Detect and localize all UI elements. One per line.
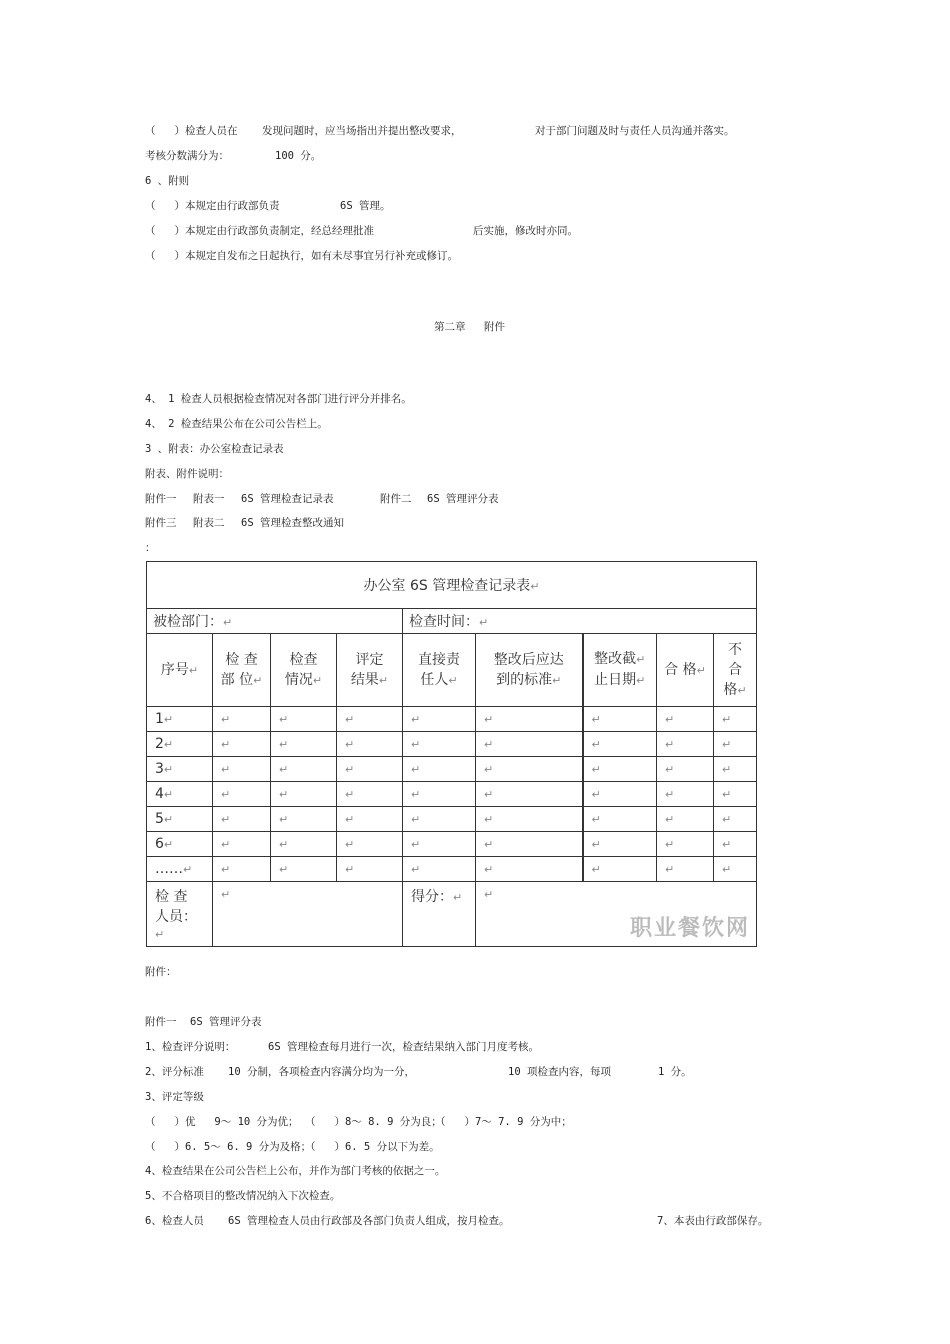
empty-cell: ↵ [657, 757, 714, 782]
empty-cell: ↵ [714, 707, 757, 732]
empty-cell: ↵ [213, 832, 271, 857]
empty-cell: ↵ [337, 807, 403, 832]
table-header-row [147, 634, 757, 707]
inspector-value-cell: ↵ [213, 882, 403, 947]
empty-cell: ↵ [213, 782, 271, 807]
text-line: （ ）6. 5 分以下为差。 [305, 1141, 440, 1153]
row-number-cell: ……↵ [147, 857, 213, 882]
empty-cell: ↵ [403, 732, 476, 757]
watermark: 职业餐饮网 [630, 916, 751, 941]
empty-cell: ↵ [271, 707, 337, 732]
text-line: ： [145, 542, 156, 554]
text-line: 3、评定等级 [145, 1091, 204, 1103]
empty-cell: ↵ [403, 857, 476, 882]
text-line: 附表二 [193, 517, 225, 529]
empty-cell: ↵ [714, 857, 757, 882]
text-line: 6S 管理检查每月进行一次，检查结果纳入部门月度考核。 [268, 1041, 539, 1053]
text-line: 附件三 [145, 517, 177, 529]
empty-cell: ↵ [403, 782, 476, 807]
row-number-cell: 2↵ [147, 732, 213, 757]
text-line: （ ）优 9～ 10 分为优； [145, 1116, 299, 1128]
text-line: 6S 管理检查人员由行政部及各部门负责人组成，按月检查。 [228, 1215, 510, 1227]
text-line: 5、不合格项目的整改情况纳入下次检查。 [145, 1190, 341, 1202]
header-cell: 检查 情况↵ [271, 634, 337, 707]
section-heading: 附件 [484, 321, 505, 333]
text-line: 附件一 [145, 1016, 177, 1028]
text-line: 4、检查结果在公司公告栏上公布，并作为部门考核的依据之一。 [145, 1165, 446, 1177]
empty-cell: ↵ [337, 732, 403, 757]
text-line: 1、检查评分说明： [145, 1041, 236, 1053]
empty-cell: ↵ [714, 732, 757, 757]
text-line: 10 分制，各项检查内容满分均为一分， [228, 1066, 415, 1078]
empty-cell: ↵ [714, 807, 757, 832]
row-number-cell: 3↵ [147, 757, 213, 782]
text-line: 6S 管理检查记录表 [241, 493, 334, 505]
text-line: 附表、附件说明： [145, 468, 229, 480]
table-row [147, 732, 757, 757]
empty-cell: ↵ [403, 807, 476, 832]
text-line: 3 、附表：办公室检查记录表 [145, 443, 284, 455]
text-line: 4、 1 检查人员根据检查情况对各部门进行评分并排名。 [145, 393, 412, 405]
empty-cell: ↵ [213, 807, 271, 832]
text-line: （ ）8～ 8. 9 分为良； [305, 1116, 442, 1128]
text-line: 发现问题时，应当场指出并提出整改要求， [262, 125, 462, 137]
empty-cell: ↵ [337, 832, 403, 857]
text-line: （ ）本规定自发布之日起执行，如有未尽事宜另行补充或修订。 [145, 250, 458, 262]
text-line: 6、检查人员 [145, 1215, 204, 1227]
text-line: 6S 管理评分表 [427, 493, 499, 505]
empty-cell: ↵ [403, 707, 476, 732]
empty-cell: ↵ [271, 832, 337, 857]
empty-cell: ↵ [657, 707, 714, 732]
header-cell: 不 合 格↵ [714, 634, 757, 707]
empty-cell: ↵ [403, 757, 476, 782]
empty-cell: ↵ [213, 707, 271, 732]
text-line: 附表一 [193, 493, 225, 505]
empty-cell: ↵ [714, 782, 757, 807]
empty-cell: ↵ [271, 857, 337, 882]
table-footer-row [147, 882, 757, 947]
header-cell: 直接责 任人↵ [403, 634, 476, 707]
empty-cell: ↵ [476, 832, 583, 857]
row-number-cell: 4↵ [147, 782, 213, 807]
empty-cell: ↵ [476, 757, 583, 782]
text-line: （ ）6. 5～ 6. 9 分为及格； [145, 1141, 312, 1153]
text-line: 附件一 [145, 493, 177, 505]
text-line: 后实施，修改时亦同。 [473, 225, 578, 237]
empty-cell: ↵ [476, 707, 583, 732]
row-number-cell: 1↵ [147, 707, 213, 732]
table-row [147, 807, 757, 832]
table-row [147, 707, 757, 732]
empty-cell: ↵ [714, 757, 757, 782]
header-cell: 整改截↵ 止日期↵ [583, 634, 657, 707]
empty-cell: ↵ [583, 757, 657, 782]
inspection-record-table [146, 561, 757, 947]
empty-cell: ↵ [213, 857, 271, 882]
empty-cell: ↵ [213, 732, 271, 757]
empty-cell: ↵ [337, 782, 403, 807]
text-line: 对于部门问题及时与责任人员沟通并落实。 [535, 125, 735, 137]
table-row [147, 782, 757, 807]
row-number-cell: 5↵ [147, 807, 213, 832]
empty-cell: ↵ [657, 782, 714, 807]
empty-cell: ↵ [271, 807, 337, 832]
empty-cell: ↵ [271, 732, 337, 757]
header-cell: 整改后应达 到的标准↵ [476, 634, 583, 707]
text-line: 7、本表由行政部保存。 [657, 1215, 769, 1227]
text-line: 附件： [145, 966, 177, 978]
table-row [147, 832, 757, 857]
empty-cell: ↵ [657, 732, 714, 757]
header-cell: 序号↵ [147, 634, 213, 707]
empty-cell: ↵ [657, 807, 714, 832]
empty-cell: ↵ [583, 707, 657, 732]
text-line: 100 分。 [275, 150, 322, 162]
text-line: （ ）7～ 7. 9 分为中； [435, 1116, 572, 1128]
empty-cell: ↵ [657, 857, 714, 882]
inspected-dept-cell: 被检部门：↵ [147, 609, 403, 634]
text-line: 2、评分标准 [145, 1066, 204, 1078]
empty-cell: ↵ [476, 857, 583, 882]
text-line: 1 分。 [658, 1066, 692, 1078]
empty-cell: ↵ [476, 732, 583, 757]
empty-cell: ↵ [213, 757, 271, 782]
empty-cell: ↵ [271, 782, 337, 807]
empty-cell: ↵ [337, 757, 403, 782]
text-line: 6S 管理检查整改通知 [241, 517, 344, 529]
table-title: 办公室 6S 管理检查记录表↵ [147, 562, 757, 609]
empty-cell: ↵ [583, 807, 657, 832]
text-line: （ ）检查人员在 [145, 125, 238, 137]
score-label-cell: 得分：↵ [403, 882, 476, 947]
empty-cell: ↵ [271, 757, 337, 782]
header-cell: 检 查 部 位↵ [213, 634, 271, 707]
score-value-cell: ↵ 职业餐饮网 [476, 882, 757, 947]
text-line: 6 、附则 [145, 175, 190, 187]
header-cell: 评定 结果↵ [337, 634, 403, 707]
inspection-time-cell: 检查时间：↵ [403, 609, 757, 634]
text-line: 10 项检查内容，每项 [508, 1066, 611, 1078]
text-line: 4、 2 检查结果公布在公司公告栏上。 [145, 418, 328, 430]
table-row [147, 757, 757, 782]
empty-cell: ↵ [714, 832, 757, 857]
empty-cell: ↵ [657, 832, 714, 857]
empty-cell: ↵ [583, 782, 657, 807]
empty-cell: ↵ [403, 832, 476, 857]
section-heading: 第二章 [434, 321, 466, 333]
text-line: 考核分数满分为： [145, 150, 229, 162]
row-number-cell: 6↵ [147, 832, 213, 857]
table-row [147, 857, 757, 882]
empty-cell: ↵ [583, 732, 657, 757]
empty-cell: ↵ [476, 782, 583, 807]
text-line: 附件二 [380, 493, 412, 505]
header-cell: 合 格↵ [657, 634, 714, 707]
empty-cell: ↵ [476, 807, 583, 832]
text-line: （ ）本规定由行政部负责制定，经总经理批准 [145, 225, 374, 237]
empty-cell: ↵ [583, 857, 657, 882]
empty-cell: ↵ [337, 707, 403, 732]
empty-cell: ↵ [583, 832, 657, 857]
text-line: 6S 管理。 [340, 200, 391, 212]
text-line: 6S 管理评分表 [190, 1016, 262, 1028]
inspector-label-cell: 检 查 人员：↵ [147, 882, 213, 947]
text-line: （ ）本规定由行政部负责 [145, 200, 280, 212]
empty-cell: ↵ [337, 857, 403, 882]
